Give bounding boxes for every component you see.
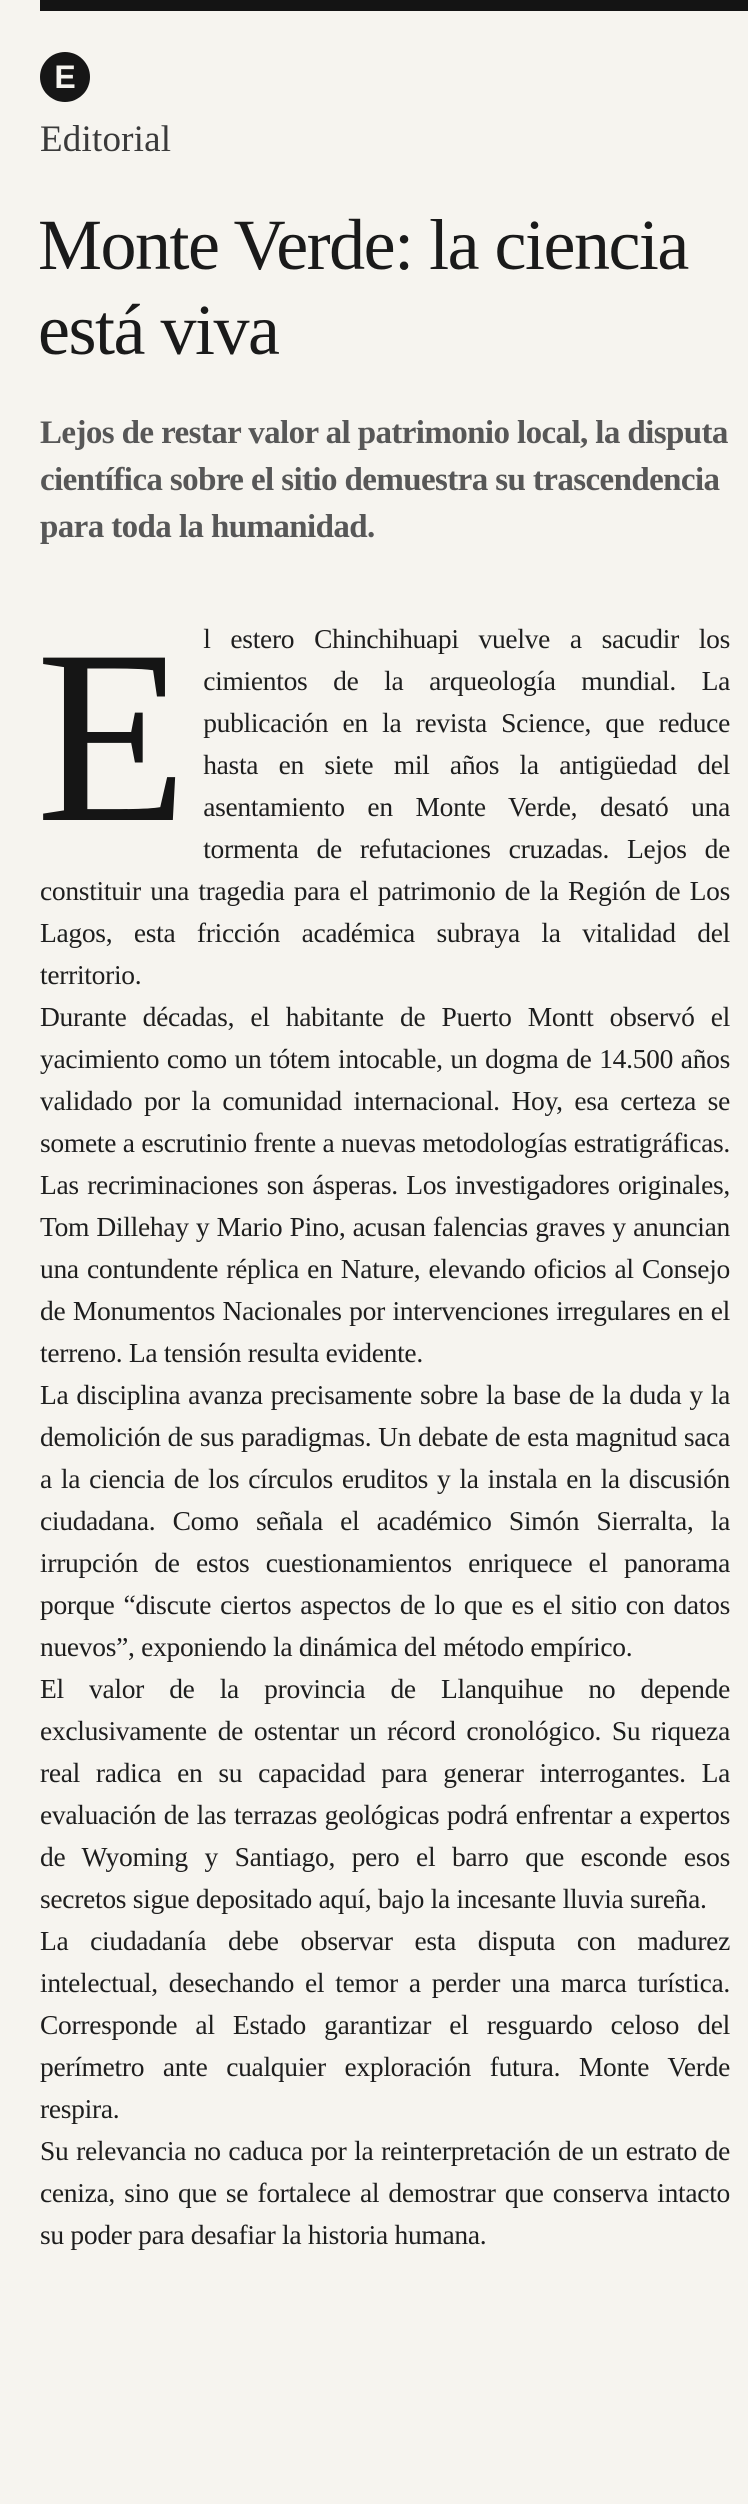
body-paragraph [36, 599, 730, 996]
headline: Monte Verde: la ciencia está viva [38, 205, 688, 370]
body-paragraph: El valor de la provincia de Llanquihue no depende exclusivamente de ostentar un récord cronológico. Su riqueza real radica en su capacidad para generar interrogantes. La evaluación de las terrazas geológicas podrá enfrentar a expertos de Wyoming y Santiago, pero el barro que esconde esos secretos sigue depositado aquí, bajo la incesante lluvia sureña. [40, 1673, 730, 1914]
section-badge-icon [40, 52, 90, 102]
paragraph-text: l estero Chinchihuapi vuelve a sacudir los cimientos de la arqueología mundial. La publicación en la revista Science, que reduce hasta en siete mil años la antigüedad del asentamiento en Monte Verde, desató una tormenta de refutaciones cruzadas. Lejos de constituir una tragedia para el patrimonio de la Región de Los Lagos, esta fricción académica subraya la vitalidad del territorio. [40, 623, 730, 990]
body-paragraph: La ciudadanía debe observar esta disputa con madurez intelectual, desechando el temor a perder una marca turística. Corresponde al Estado garantizar el resguardo celoso del perímetro ante cualquier exploración futura. Monte Verde respira. [40, 1925, 730, 2124]
article-body [36, 599, 730, 2256]
section-label: Editorial [40, 119, 172, 160]
drop-cap: E [36, 599, 188, 874]
section-badge-letter: E [54, 58, 76, 95]
body-paragraph: La disciplina avanza precisamente sobre la base de la duda y la demolición de sus paradigmas. Un debate de esta magnitud saca a la ciencia de los círculos eruditos y la instala en la discusión ciudadana. Como señala el académico Simón Sierralta, la irrupción de estos cuestionamientos enriquece el panorama porque “discute ciertos aspectos de lo que es el sitio con datos nuevos”, exponiendo la dinámica del método empírico. [40, 1379, 730, 1662]
top-rule [40, 0, 748, 11]
body-paragraph: Su relevancia no caduca por la reinterpretación de un estrato de ceniza, sino que se fortalece al demostrar que conserva intacto su poder para desafiar la historia humana. [40, 2135, 730, 2250]
deck: Lejos de restar valor al patrimonio local, la disputa científica sobre el sitio demuestra su trascendencia para toda la humanidad. [40, 415, 728, 545]
body-paragraph: Durante décadas, el habitante de Puerto Montt observó el yacimiento como un tótem intocable, un dogma de 14.500 años validado por la comunidad internacional. Hoy, esa certeza se somete a escrutinio frente a nuevas metodologías estratigráficas. Las recriminaciones son ásperas. Los investigadores originales, Tom Dillehay y Mario Pino, acusan falencias graves y anuncian una contundente réplica en Nature, elevando oficios al Consejo de Monumentos Nacionales por intervenciones irregulares en el terreno. La tensión resulta evidente. [40, 1001, 730, 1368]
